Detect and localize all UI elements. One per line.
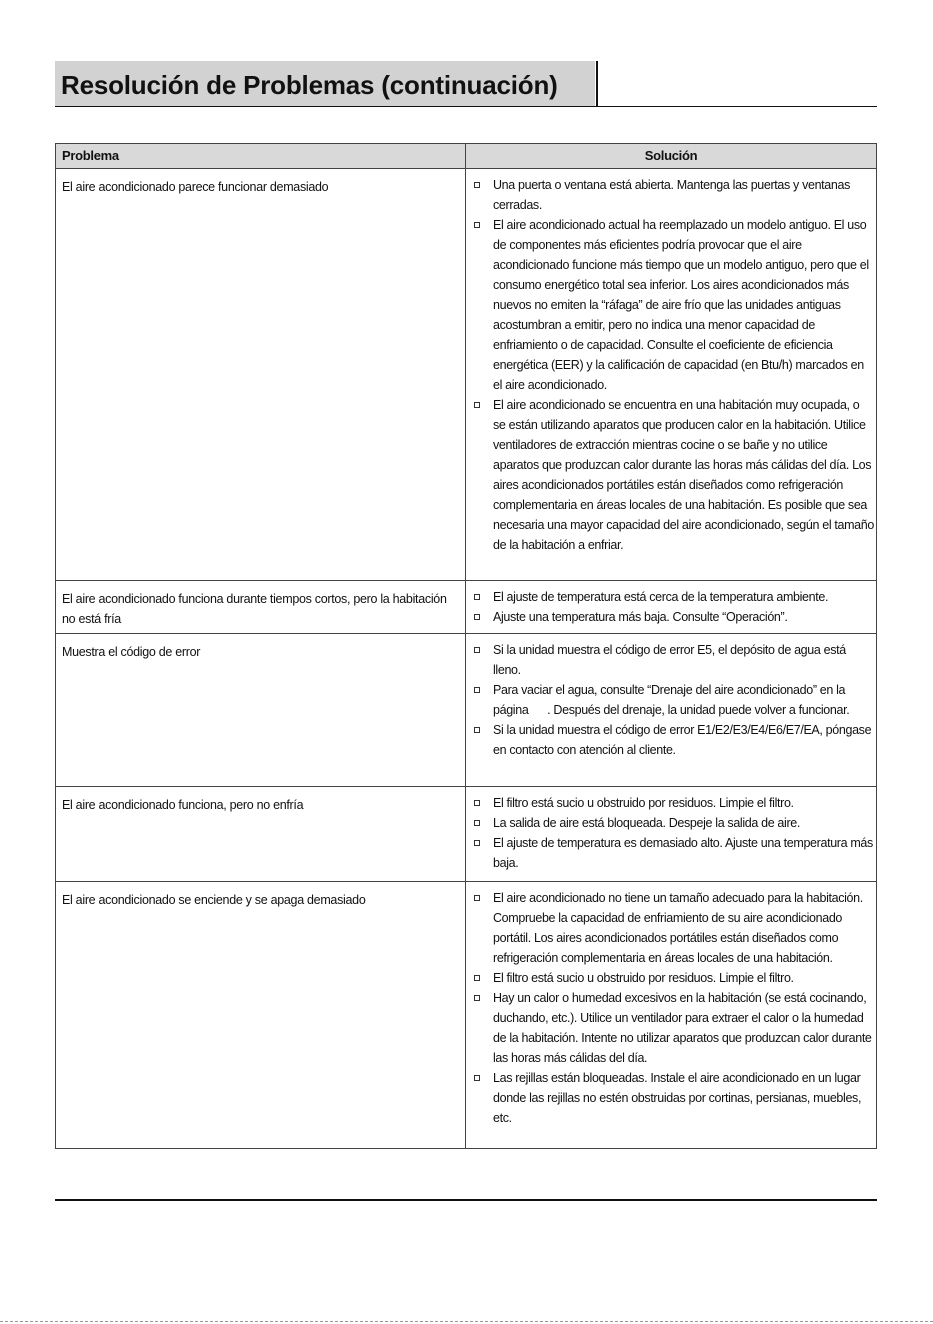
checkbox-bullet-icon xyxy=(474,800,480,806)
solution-list xyxy=(474,888,874,1128)
solution-text: El filtro está sucio u obstruido por residuos. Limpie el filtro. xyxy=(493,971,794,985)
page-title: Resolución de Problemas (continuación) xyxy=(61,70,558,100)
solution-item xyxy=(474,813,874,833)
checkbox-bullet-icon xyxy=(474,402,480,408)
solution-text: Si la unidad muestra el código de error E1/E2/E3/E4/E6/E7/EA, póngase en contacto con atención al cliente. xyxy=(493,723,872,757)
solution-text: El aire acondicionado se encuentra en una habitación muy ocupada, o se están utilizando aparatos que producen calor en la habitación. Utilice ventiladores de extracción mientras cocine o se bañe y no utilice aparatos que produzcan calor durante las horas más cálidas del día. Los aires acondicionados portátiles están diseñados como refrigeración complementaria en áreas locales de una habitación. Es posible que sea necesaria una mayor capacidad del aire acondicionado, según el tamaño de la habitación a enfriar. xyxy=(493,398,874,552)
problem-cell: El aire acondicionado parece funcionar demasiado xyxy=(56,169,466,581)
checkbox-bullet-icon xyxy=(474,820,480,826)
solution-item xyxy=(474,395,874,555)
troubleshooting-table xyxy=(55,143,877,1149)
solution-item xyxy=(474,720,874,760)
solution-item xyxy=(474,607,874,627)
solution-cell xyxy=(466,581,877,634)
checkbox-bullet-icon xyxy=(474,222,480,228)
solution-item xyxy=(474,680,874,720)
solution-item xyxy=(474,793,874,813)
solution-text: El ajuste de temperatura está cerca de la temperatura ambiente. xyxy=(493,590,829,604)
problem-cell: El aire acondicionado funciona durante tiempos cortos, pero la habitación no está fría xyxy=(56,581,466,634)
checkbox-bullet-icon xyxy=(474,995,480,1001)
title-divider xyxy=(596,61,598,107)
solution-text: El aire acondicionado no tiene un tamaño adecuado para la habitación. Compruebe la capacidad de enfriamiento de su aire acondicionado portátil. Los aires acondicionados portátiles están diseñados como refrigeración complementaria en áreas locales de una habitación. xyxy=(493,891,863,965)
solution-list xyxy=(474,587,874,627)
checkbox-bullet-icon xyxy=(474,727,480,733)
checkbox-bullet-icon xyxy=(474,975,480,981)
solution-list xyxy=(474,793,874,873)
solution-text: Hay un calor o humedad excesivos en la habitación (se está cocinando, duchando, etc.). Utilice un ventilador para extraer el calor o la humedad de la habitación. Intente no utilizar aparatos que produzcan calor durante las horas más cálidas del día. xyxy=(493,991,872,1065)
solution-item xyxy=(474,587,874,607)
table-row xyxy=(56,634,877,787)
solution-text: Para vaciar el agua, consulte “Drenaje del aire acondicionado” en la página . Después del drenaje, la unidad puede volver a funcionar. xyxy=(493,683,850,717)
solution-cell xyxy=(466,169,877,581)
solution-text: La salida de aire está bloqueada. Despeje la salida de aire. xyxy=(493,816,801,830)
solution-item xyxy=(474,888,874,968)
solution-text: Las rejillas están bloqueadas. Instale el aire acondicionado en un lugar donde las rejillas no estén obstruidas por cortinas, persianas, muebles, etc. xyxy=(493,1071,862,1125)
header-solution: Solución xyxy=(466,144,877,169)
solution-item xyxy=(474,175,874,215)
problem-cell: El aire acondicionado se enciende y se apaga demasiado xyxy=(56,882,466,1149)
solution-item xyxy=(474,215,874,395)
checkbox-bullet-icon xyxy=(474,182,480,188)
page-edge-dashed-line xyxy=(0,1321,933,1322)
checkbox-bullet-icon xyxy=(474,647,480,653)
checkbox-bullet-icon xyxy=(474,895,480,901)
problem-cell: El aire acondicionado funciona, pero no enfría xyxy=(56,787,466,882)
checkbox-bullet-icon xyxy=(474,1075,480,1081)
solution-list xyxy=(474,640,874,760)
table-row xyxy=(56,787,877,882)
checkbox-bullet-icon xyxy=(474,614,480,620)
section-title-bar xyxy=(55,61,595,106)
solution-item xyxy=(474,833,874,873)
table-row xyxy=(56,882,877,1149)
solution-text: Si la unidad muestra el código de error E5, el depósito de agua está lleno. xyxy=(493,643,846,677)
solution-list xyxy=(474,175,874,555)
table-row xyxy=(56,581,877,634)
solution-item xyxy=(474,968,874,988)
solution-cell xyxy=(466,787,877,882)
solution-text: El ajuste de temperatura es demasiado alto. Ajuste una temperatura más baja. xyxy=(493,836,873,870)
solution-cell xyxy=(466,882,877,1149)
solution-item xyxy=(474,640,874,680)
table-header-row xyxy=(56,144,877,169)
checkbox-bullet-icon xyxy=(474,687,480,693)
header-problem: Problema xyxy=(56,144,466,169)
title-underline xyxy=(55,106,877,107)
solution-cell xyxy=(466,634,877,787)
checkbox-bullet-icon xyxy=(474,594,480,600)
solution-text: El aire acondicionado actual ha reemplazado un modelo antiguo. El uso de componentes más eficientes podría provocar que el aire acondicionado funcione más tiempo que un modelo antiguo, pero que el consumo energético total sea inferior. Los aires acondicionados más nuevos no emiten la “ráfaga” de aire frío que las unidades antiguas acostumbran a emitir, pero no indica una menor capacidad de enfriamiento o de capacidad. Consulte el coeficiente de eficiencia energética (EER) y la calificación de capacidad (en Btu/h) marcados en el aire acondicionado. xyxy=(493,218,869,392)
problem-cell: Muestra el código de error xyxy=(56,634,466,787)
table-row xyxy=(56,169,877,581)
solution-text: Ajuste una temperatura más baja. Consulte “Operación”. xyxy=(493,610,788,624)
solution-item xyxy=(474,988,874,1068)
solution-text: El filtro está sucio u obstruido por residuos. Limpie el filtro. xyxy=(493,796,794,810)
troubleshooting-table-container xyxy=(55,143,877,1142)
solution-item xyxy=(474,1068,874,1128)
solution-text: Una puerta o ventana está abierta. Mantenga las puertas y ventanas cerradas. xyxy=(493,178,851,212)
checkbox-bullet-icon xyxy=(474,840,480,846)
footer-divider xyxy=(55,1199,877,1201)
